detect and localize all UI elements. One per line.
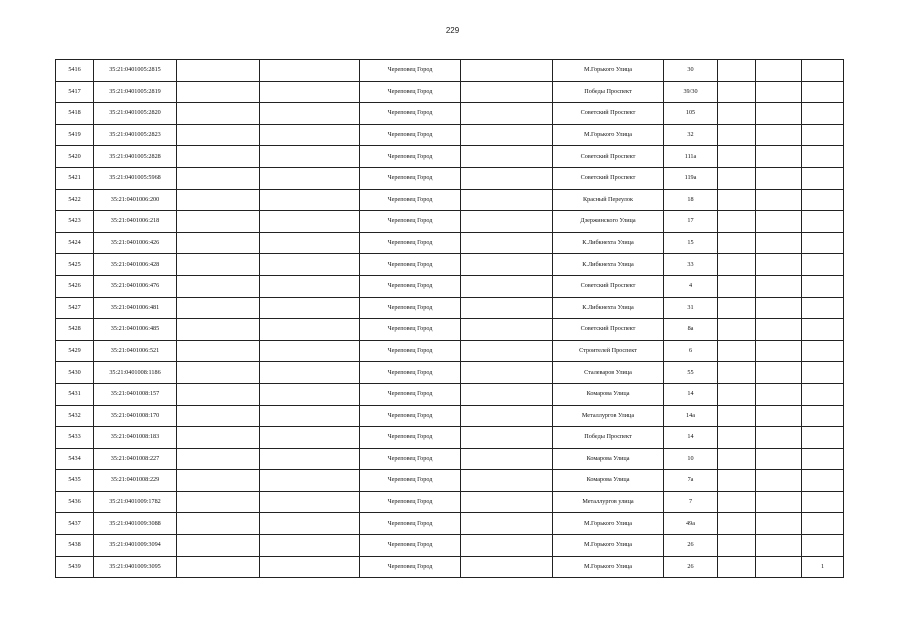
- cell-street: М.Горького Улица: [553, 556, 664, 578]
- cell-empty-col-3: [177, 189, 260, 211]
- cell-empty-col-4: [260, 383, 360, 405]
- cell-empty-col-6: [461, 513, 553, 535]
- cell-empty-col-9: [718, 513, 756, 535]
- cell-row-number: 5434: [56, 448, 94, 470]
- cell-street: К.Либкнехта Улица: [553, 254, 664, 276]
- cell-empty-col-3: [177, 405, 260, 427]
- cell-count: [802, 383, 844, 405]
- cell-empty-col-9: [718, 103, 756, 125]
- table-row: [56, 362, 844, 384]
- cell-row-number: 5430: [56, 362, 94, 384]
- cell-empty-col-6: [461, 81, 553, 103]
- cell-empty-col-3: [177, 167, 260, 189]
- table-row: [56, 383, 844, 405]
- cell-cadastral-number: 35:21:0401005:2828: [94, 146, 177, 168]
- cell-empty-col-9: [718, 448, 756, 470]
- cell-empty-col-10: [756, 297, 802, 319]
- cell-cadastral-number: 35:21:0401005:2819: [94, 81, 177, 103]
- cell-empty-col-3: [177, 340, 260, 362]
- cell-count: [802, 103, 844, 125]
- cell-empty-col-6: [461, 297, 553, 319]
- table-row: [56, 556, 844, 578]
- cell-empty-col-6: [461, 427, 553, 449]
- cell-empty-col-4: [260, 535, 360, 557]
- cell-empty-col-3: [177, 427, 260, 449]
- cell-empty-col-4: [260, 513, 360, 535]
- cell-row-number: 5422: [56, 189, 94, 211]
- cell-city: Череповец Город: [360, 81, 461, 103]
- cell-city: Череповец Город: [360, 362, 461, 384]
- cell-empty-col-4: [260, 232, 360, 254]
- cell-street: Победы Проспект: [553, 427, 664, 449]
- table-row: [56, 254, 844, 276]
- cell-empty-col-3: [177, 232, 260, 254]
- cell-empty-col-9: [718, 146, 756, 168]
- cell-empty-col-10: [756, 427, 802, 449]
- cell-house-number: 30: [664, 60, 718, 82]
- table-row: [56, 297, 844, 319]
- cell-street: Красный Переулок: [553, 189, 664, 211]
- cell-street: Комарова Улица: [553, 448, 664, 470]
- cell-count: [802, 81, 844, 103]
- cell-street: Металлургов улица: [553, 491, 664, 513]
- cell-cadastral-number: 35:21:0401008:229: [94, 470, 177, 492]
- cell-empty-col-10: [756, 103, 802, 125]
- cell-row-number: 5435: [56, 470, 94, 492]
- cell-count: [802, 405, 844, 427]
- cell-street: Дзержинского Улица: [553, 211, 664, 233]
- cell-empty-col-3: [177, 211, 260, 233]
- cell-house-number: 105: [664, 103, 718, 125]
- cell-empty-col-10: [756, 319, 802, 341]
- cell-row-number: 5439: [56, 556, 94, 578]
- cell-empty-col-10: [756, 491, 802, 513]
- cell-house-number: 26: [664, 556, 718, 578]
- cell-row-number: 5431: [56, 383, 94, 405]
- cell-row-number: 5433: [56, 427, 94, 449]
- cell-empty-col-4: [260, 211, 360, 233]
- cell-row-number: 5428: [56, 319, 94, 341]
- cell-row-number: 5421: [56, 167, 94, 189]
- cell-street: Советский Проспект: [553, 319, 664, 341]
- cell-empty-col-10: [756, 405, 802, 427]
- cell-count: [802, 254, 844, 276]
- cell-cadastral-number: 35:21:0401008:170: [94, 405, 177, 427]
- cell-empty-col-6: [461, 275, 553, 297]
- cell-empty-col-6: [461, 211, 553, 233]
- cell-empty-col-9: [718, 427, 756, 449]
- table-row: [56, 491, 844, 513]
- cell-street: К.Либкнехта Улица: [553, 297, 664, 319]
- table-row: [56, 103, 844, 125]
- cell-row-number: 5427: [56, 297, 94, 319]
- cell-cadastral-number: 35:21:0401006:476: [94, 275, 177, 297]
- cell-city: Череповец Город: [360, 319, 461, 341]
- cell-empty-col-6: [461, 470, 553, 492]
- cell-city: Череповец Город: [360, 211, 461, 233]
- table-row: [56, 146, 844, 168]
- cell-count: [802, 319, 844, 341]
- table-row: [56, 535, 844, 557]
- cell-row-number: 5429: [56, 340, 94, 362]
- cell-empty-col-4: [260, 81, 360, 103]
- cell-empty-col-6: [461, 189, 553, 211]
- cell-empty-col-9: [718, 405, 756, 427]
- cell-empty-col-10: [756, 167, 802, 189]
- cell-empty-col-9: [718, 124, 756, 146]
- cell-empty-col-3: [177, 513, 260, 535]
- cell-empty-col-6: [461, 340, 553, 362]
- cell-empty-col-3: [177, 60, 260, 82]
- cell-street: М.Горького Улица: [553, 124, 664, 146]
- cell-house-number: 18: [664, 189, 718, 211]
- cell-count: [802, 362, 844, 384]
- cell-empty-col-10: [756, 275, 802, 297]
- cell-street: Строителей Проспект: [553, 340, 664, 362]
- table-row: [56, 124, 844, 146]
- cell-empty-col-10: [756, 124, 802, 146]
- cell-city: Череповец Город: [360, 535, 461, 557]
- cell-street: Победы Проспект: [553, 81, 664, 103]
- cell-city: Череповец Город: [360, 232, 461, 254]
- cell-count: [802, 167, 844, 189]
- cell-empty-col-6: [461, 146, 553, 168]
- cell-empty-col-9: [718, 470, 756, 492]
- cell-house-number: 26: [664, 535, 718, 557]
- cell-cadastral-number: 35:21:0401009:3094: [94, 535, 177, 557]
- cell-house-number: 33: [664, 254, 718, 276]
- cell-house-number: 10: [664, 448, 718, 470]
- cell-house-number: 7а: [664, 470, 718, 492]
- cell-empty-col-6: [461, 254, 553, 276]
- cell-street: М.Горького Улица: [553, 513, 664, 535]
- cell-cadastral-number: 35:21:0401006:426: [94, 232, 177, 254]
- cell-count: [802, 297, 844, 319]
- cell-empty-col-9: [718, 275, 756, 297]
- cell-city: Череповец Город: [360, 383, 461, 405]
- cell-empty-col-4: [260, 319, 360, 341]
- cell-row-number: 5426: [56, 275, 94, 297]
- cell-empty-col-10: [756, 535, 802, 557]
- cell-empty-col-10: [756, 81, 802, 103]
- cell-city: Череповец Город: [360, 146, 461, 168]
- cell-city: Череповец Город: [360, 297, 461, 319]
- cell-house-number: 14: [664, 427, 718, 449]
- cell-empty-col-9: [718, 254, 756, 276]
- cell-empty-col-10: [756, 146, 802, 168]
- cell-empty-col-4: [260, 275, 360, 297]
- cell-empty-col-6: [461, 491, 553, 513]
- table-row: [56, 319, 844, 341]
- cell-empty-col-10: [756, 211, 802, 233]
- cell-street: Сталеваров Улица: [553, 362, 664, 384]
- cell-empty-col-3: [177, 491, 260, 513]
- cell-count: [802, 491, 844, 513]
- cell-house-number: 8а: [664, 319, 718, 341]
- cell-empty-col-10: [756, 60, 802, 82]
- table-row: [56, 448, 844, 470]
- cell-empty-col-10: [756, 556, 802, 578]
- registry-body: [56, 60, 844, 578]
- cell-empty-col-3: [177, 362, 260, 384]
- table-row: [56, 167, 844, 189]
- cell-house-number: 6: [664, 340, 718, 362]
- cell-street: Комарова Улица: [553, 470, 664, 492]
- cell-house-number: 17: [664, 211, 718, 233]
- cell-city: Череповец Город: [360, 448, 461, 470]
- cell-street: Советский Проспект: [553, 146, 664, 168]
- cell-empty-col-9: [718, 340, 756, 362]
- cell-row-number: 5438: [56, 535, 94, 557]
- cell-empty-col-9: [718, 232, 756, 254]
- table-row: [56, 340, 844, 362]
- cell-empty-col-6: [461, 167, 553, 189]
- table-row: [56, 81, 844, 103]
- cell-cadastral-number: 35:21:0401006:481: [94, 297, 177, 319]
- cell-empty-col-4: [260, 491, 360, 513]
- cell-row-number: 5420: [56, 146, 94, 168]
- cell-house-number: 111а: [664, 146, 718, 168]
- cell-cadastral-number: 35:21:0401005:2820: [94, 103, 177, 125]
- cell-empty-col-6: [461, 319, 553, 341]
- cell-city: Череповец Город: [360, 556, 461, 578]
- cell-empty-col-3: [177, 383, 260, 405]
- cell-empty-col-4: [260, 427, 360, 449]
- cell-count: [802, 448, 844, 470]
- cell-empty-col-3: [177, 556, 260, 578]
- cell-cadastral-number: 35:21:0401006:485: [94, 319, 177, 341]
- cell-empty-col-4: [260, 103, 360, 125]
- cell-empty-col-9: [718, 491, 756, 513]
- cell-row-number: 5436: [56, 491, 94, 513]
- cell-empty-col-6: [461, 124, 553, 146]
- cell-empty-col-10: [756, 189, 802, 211]
- cell-cadastral-number: 35:21:0401005:5968: [94, 167, 177, 189]
- cell-city: Череповец Город: [360, 103, 461, 125]
- cell-city: Череповец Город: [360, 470, 461, 492]
- cell-house-number: 4: [664, 275, 718, 297]
- cell-empty-col-6: [461, 448, 553, 470]
- cell-house-number: 14а: [664, 405, 718, 427]
- cell-empty-col-3: [177, 535, 260, 557]
- cell-cadastral-number: 35:21:0401006:428: [94, 254, 177, 276]
- cell-city: Череповец Город: [360, 513, 461, 535]
- cell-count: [802, 211, 844, 233]
- cell-empty-col-3: [177, 470, 260, 492]
- cell-empty-col-3: [177, 81, 260, 103]
- cell-cadastral-number: 35:21:0401006:521: [94, 340, 177, 362]
- page-number: 229: [445, 26, 460, 35]
- cell-empty-col-9: [718, 297, 756, 319]
- cell-house-number: 7: [664, 491, 718, 513]
- cell-cadastral-number: 35:21:0401008:157: [94, 383, 177, 405]
- cell-empty-col-4: [260, 124, 360, 146]
- cell-house-number: 119а: [664, 167, 718, 189]
- cell-count: [802, 470, 844, 492]
- cell-count: [802, 232, 844, 254]
- cell-empty-col-9: [718, 211, 756, 233]
- cell-empty-col-4: [260, 60, 360, 82]
- cell-cadastral-number: 35:21:0401005:2823: [94, 124, 177, 146]
- cell-street: М.Горького Улица: [553, 535, 664, 557]
- cell-city: Череповец Город: [360, 405, 461, 427]
- cell-empty-col-9: [718, 535, 756, 557]
- cell-count: [802, 535, 844, 557]
- table-row: [56, 405, 844, 427]
- cell-house-number: 31: [664, 297, 718, 319]
- cell-empty-col-3: [177, 103, 260, 125]
- table-row: [56, 470, 844, 492]
- cell-empty-col-4: [260, 470, 360, 492]
- cell-empty-col-4: [260, 362, 360, 384]
- cell-empty-col-9: [718, 60, 756, 82]
- cell-empty-col-9: [718, 81, 756, 103]
- cell-street: М.Горького Улица: [553, 60, 664, 82]
- registry-table: [55, 59, 844, 578]
- cell-count: [802, 513, 844, 535]
- cell-cadastral-number: 35:21:0401006:200: [94, 189, 177, 211]
- cell-city: Череповец Город: [360, 60, 461, 82]
- cell-empty-col-10: [756, 340, 802, 362]
- cell-empty-col-6: [461, 103, 553, 125]
- cell-row-number: 5425: [56, 254, 94, 276]
- cell-city: Череповец Город: [360, 189, 461, 211]
- cell-empty-col-4: [260, 189, 360, 211]
- cell-empty-col-9: [718, 189, 756, 211]
- table-row: [56, 427, 844, 449]
- cell-city: Череповец Город: [360, 491, 461, 513]
- cell-city: Череповец Город: [360, 340, 461, 362]
- cell-city: Череповец Город: [360, 427, 461, 449]
- cell-empty-col-9: [718, 556, 756, 578]
- cell-empty-col-6: [461, 232, 553, 254]
- cell-empty-col-3: [177, 448, 260, 470]
- cell-street: К.Либкнехта Улица: [553, 232, 664, 254]
- cell-empty-col-10: [756, 362, 802, 384]
- cell-empty-col-6: [461, 556, 553, 578]
- cell-count: [802, 146, 844, 168]
- table-row: [56, 513, 844, 535]
- cell-empty-col-3: [177, 319, 260, 341]
- cell-street: Комарова Улица: [553, 383, 664, 405]
- cell-count: [802, 189, 844, 211]
- cell-count: [802, 340, 844, 362]
- cell-row-number: 5416: [56, 60, 94, 82]
- cell-row-number: 5437: [56, 513, 94, 535]
- cell-cadastral-number: 35:21:0401009:3088: [94, 513, 177, 535]
- cell-empty-col-10: [756, 448, 802, 470]
- cell-cadastral-number: 35:21:0401005:2815: [94, 60, 177, 82]
- cell-cadastral-number: 35:21:0401006:218: [94, 211, 177, 233]
- cell-city: Череповец Город: [360, 275, 461, 297]
- cell-cadastral-number: 35:21:0401008:183: [94, 427, 177, 449]
- cell-row-number: 5424: [56, 232, 94, 254]
- cell-row-number: 5417: [56, 81, 94, 103]
- cell-cadastral-number: 35:21:0401008:227: [94, 448, 177, 470]
- cell-empty-col-9: [718, 167, 756, 189]
- cell-empty-col-4: [260, 556, 360, 578]
- cell-empty-col-10: [756, 513, 802, 535]
- cell-empty-col-6: [461, 60, 553, 82]
- table-row: [56, 189, 844, 211]
- cell-empty-col-4: [260, 167, 360, 189]
- cell-empty-col-6: [461, 405, 553, 427]
- cell-empty-col-10: [756, 383, 802, 405]
- cell-city: Череповец Город: [360, 167, 461, 189]
- cell-empty-col-3: [177, 146, 260, 168]
- table-row: [56, 60, 844, 82]
- cell-row-number: 5419: [56, 124, 94, 146]
- cell-empty-col-4: [260, 405, 360, 427]
- cell-empty-col-6: [461, 535, 553, 557]
- cell-cadastral-number: 35:21:0401009:1782: [94, 491, 177, 513]
- cell-row-number: 5423: [56, 211, 94, 233]
- cell-house-number: 32: [664, 124, 718, 146]
- cell-house-number: 15: [664, 232, 718, 254]
- cell-street: Советский Проспект: [553, 103, 664, 125]
- cell-empty-col-10: [756, 470, 802, 492]
- cell-empty-col-4: [260, 448, 360, 470]
- cell-row-number: 5418: [56, 103, 94, 125]
- cell-empty-col-3: [177, 124, 260, 146]
- cell-empty-col-3: [177, 254, 260, 276]
- cell-house-number: 39/30: [664, 81, 718, 103]
- cell-row-number: 5432: [56, 405, 94, 427]
- cell-empty-col-4: [260, 254, 360, 276]
- table-row: [56, 275, 844, 297]
- cell-count: [802, 427, 844, 449]
- cell-street: Советский Проспект: [553, 275, 664, 297]
- table-row: [56, 211, 844, 233]
- cell-cadastral-number: 35:21:0401008:1186: [94, 362, 177, 384]
- cell-street: Советский Проспект: [553, 167, 664, 189]
- cell-empty-col-9: [718, 362, 756, 384]
- cell-count: [802, 124, 844, 146]
- table-row: [56, 232, 844, 254]
- cell-empty-col-3: [177, 297, 260, 319]
- cell-empty-col-9: [718, 319, 756, 341]
- cell-city: Череповец Город: [360, 124, 461, 146]
- cell-empty-col-10: [756, 254, 802, 276]
- cell-empty-col-3: [177, 275, 260, 297]
- cell-empty-col-6: [461, 362, 553, 384]
- cell-empty-col-6: [461, 383, 553, 405]
- cell-empty-col-4: [260, 297, 360, 319]
- cell-street: Металлургов Улица: [553, 405, 664, 427]
- cell-count: [802, 275, 844, 297]
- cell-count: 1: [802, 556, 844, 578]
- cell-house-number: 49а: [664, 513, 718, 535]
- cell-empty-col-9: [718, 383, 756, 405]
- cell-house-number: 14: [664, 383, 718, 405]
- cell-empty-col-10: [756, 232, 802, 254]
- cell-house-number: 55: [664, 362, 718, 384]
- cell-count: [802, 60, 844, 82]
- cell-city: Череповец Город: [360, 254, 461, 276]
- cell-empty-col-4: [260, 340, 360, 362]
- cell-empty-col-4: [260, 146, 360, 168]
- cell-cadastral-number: 35:21:0401009:3095: [94, 556, 177, 578]
